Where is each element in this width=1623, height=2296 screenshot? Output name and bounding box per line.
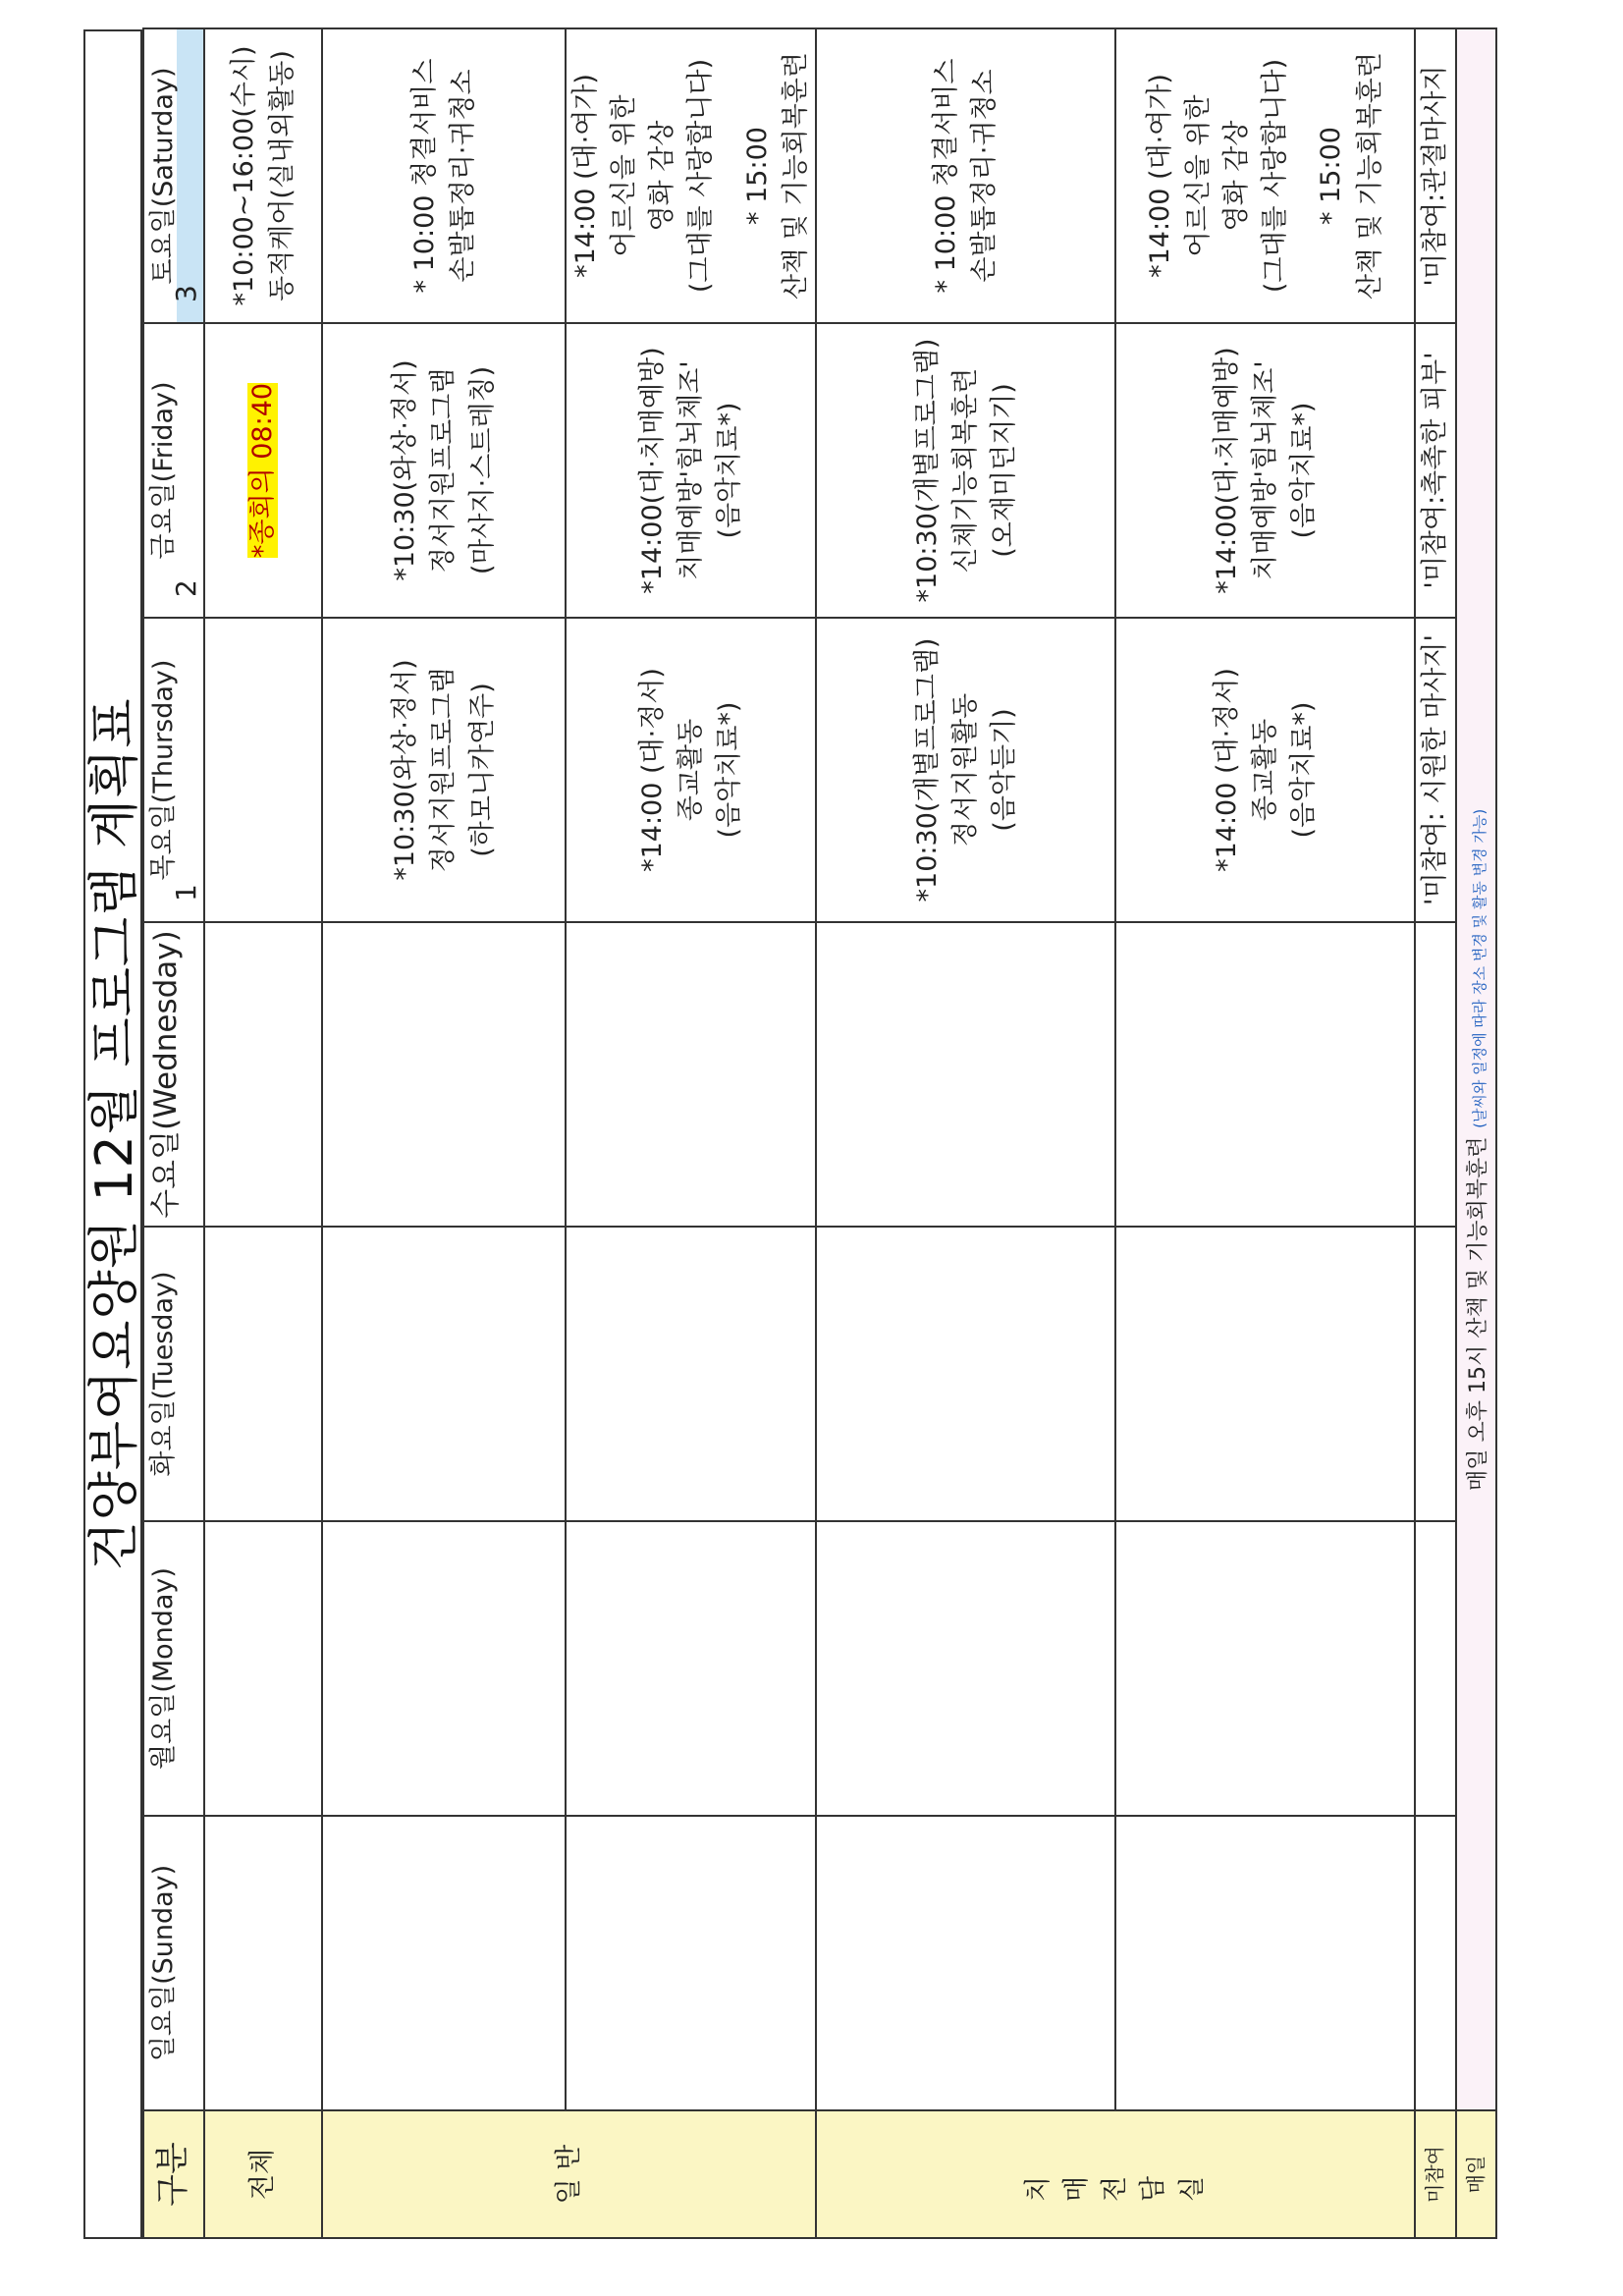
day-label: 월요일(Monday)	[148, 1567, 179, 1770]
row-label-daily: 매일	[1456, 2110, 1496, 2238]
cell-line: 어르신을 위한	[1183, 94, 1215, 257]
cell-line: (음악듣기)	[988, 708, 1019, 832]
cell-line: *14:00 (대·여가)	[570, 74, 601, 278]
cell-thu-general-pm	[566, 618, 816, 922]
day-label: 일요일(Sunday)	[148, 1864, 179, 2062]
cell	[204, 1816, 322, 2110]
spacer	[721, 29, 738, 322]
row-label-general: 일 반	[322, 2110, 816, 2238]
row-general-pm	[566, 28, 816, 2238]
cell-line: *14:00(대·치매예방)	[636, 347, 668, 594]
daily-notice	[1456, 28, 1496, 2110]
cell	[816, 1816, 1115, 2110]
cell	[566, 1521, 816, 1816]
header-thursday	[143, 618, 204, 922]
row-general-am	[322, 28, 566, 2238]
cell-line: (그대를 사랑합니다)	[685, 58, 717, 294]
cell-line: 치매예방'힘뇌체조'	[1249, 360, 1280, 580]
cell-line: 정서지원프로그램	[428, 667, 460, 873]
row-dementia-pm	[1115, 28, 1415, 2238]
cell-sat-general-am	[322, 28, 566, 323]
cell-line: *10:30(와상·정서)	[390, 659, 421, 881]
cell-line: 영화 감상	[1221, 120, 1253, 232]
spacer	[1294, 29, 1312, 322]
cell-line: (마사지·스트레칭)	[466, 365, 498, 575]
cell	[1115, 1227, 1415, 1521]
cell-fri-general-am	[322, 323, 566, 618]
cell-line: * 15:00	[1316, 127, 1347, 225]
day-date: 3	[170, 285, 202, 302]
cell-line: 동적케어(실내외활동)	[267, 50, 298, 301]
cell	[1415, 1521, 1456, 1816]
header-wednesday	[143, 922, 204, 1227]
cell-thu-nonpart: '미참여: 시원한 마사지'	[1415, 618, 1456, 922]
cell-thu-dementia-am	[816, 618, 1115, 922]
cell-line: 산책 및 기능회복훈련	[780, 52, 811, 300]
cell	[204, 1227, 322, 1521]
cell-fri-nonpart: '미참여:촉촉한 피부'	[1415, 323, 1456, 618]
cell-line: * 15:00	[741, 127, 773, 225]
cell	[1415, 1227, 1456, 1521]
cell-sat-general-pm	[566, 28, 816, 323]
cell	[204, 1521, 322, 1816]
cell-sat-dementia-pm	[1115, 28, 1415, 323]
header-saturday	[143, 28, 204, 323]
staff-meeting-note: *종회의 08:40	[247, 382, 279, 559]
day-label: 금요일(Friday)	[148, 381, 179, 560]
cell-line: (음악치료*)	[1287, 701, 1319, 839]
cell	[322, 1227, 566, 1521]
daily-note: (날씨와 일정에 따라 장소 변경 및 활동 변경 가능)	[1470, 808, 1488, 1128]
cell-line: 신체기능회복훈련	[949, 367, 981, 574]
day-date: 1	[170, 884, 202, 902]
day-label: 목요일(Thursday)	[148, 659, 179, 881]
cell-line: 손발톱정리·귀청소	[448, 69, 478, 283]
cell-line: (그대를 사랑합니다)	[1260, 58, 1291, 294]
cell-line: *10:30(개별프로그램)	[911, 637, 943, 902]
daily-text: 매일 오후 15시 산책 및 기능회복훈련	[1465, 1136, 1490, 1491]
schedule-table	[142, 27, 1497, 2239]
cell-line: *10:00~16:00(수시)	[228, 45, 259, 306]
day-label: 수요일(Wednesday)	[148, 930, 184, 1219]
cell	[1115, 1816, 1415, 2110]
cell-line: (음악치료*)	[713, 701, 744, 839]
row-all	[204, 28, 322, 2238]
cell-line: *10:30(와상·정서)	[390, 359, 421, 581]
cell-line: 영화 감상	[647, 120, 678, 232]
cell-line: (음악치료*)	[1287, 402, 1319, 539]
cell	[816, 922, 1115, 1227]
day-date: 2	[170, 579, 202, 597]
cell-sat-all	[204, 28, 322, 323]
cell-line: * 10:00 청결서비스	[931, 58, 962, 294]
page-title: 건양부여요양원 12월 프로그램 계획표	[83, 29, 142, 2239]
cell	[1115, 1521, 1415, 1816]
cell-fri-dementia-am	[816, 323, 1115, 618]
cell-line: 손발톱정리·귀청소	[969, 69, 1001, 283]
cell-thu-general-am	[322, 618, 566, 922]
cell-line: (음악치료*)	[713, 402, 744, 539]
day-label: 토요일(Saturday)	[148, 67, 179, 285]
cell	[204, 618, 322, 922]
cell	[566, 922, 816, 1227]
cell	[566, 1816, 816, 2110]
cell-line: *14:00 (대·정서)	[636, 668, 668, 872]
cell-line: 산책 및 기능회복훈련	[1354, 52, 1385, 300]
cell-thu-dementia-pm	[1115, 618, 1415, 922]
header-tuesday	[143, 1227, 204, 1521]
cell-line: 정서지원프로그램	[428, 367, 460, 574]
cell-line: (하모니카연주)	[466, 683, 498, 857]
cell	[816, 1521, 1115, 1816]
row-daily	[1456, 28, 1496, 2238]
row-label-nonpart: 미참여	[1415, 2110, 1456, 2238]
header-friday	[143, 323, 204, 618]
cell	[1115, 922, 1415, 1227]
cell	[204, 922, 322, 1227]
row-label-dementia: 치 매 전 담 실	[816, 2110, 1415, 2238]
cell-line: 정서지원활동	[949, 692, 981, 847]
cell-line: (오재미던지기)	[988, 383, 1019, 558]
cell-fri-all	[204, 323, 322, 618]
cell-fri-dementia-pm	[1115, 323, 1415, 618]
day-label: 화요일(Tuesday)	[148, 1271, 179, 1477]
cell-sat-nonpart: '미참여:관절마사지	[1415, 28, 1456, 323]
cell-line: *14:00 (대·정서)	[1211, 668, 1242, 872]
cell-line: 치매예방'힘뇌체조'	[675, 360, 706, 580]
cell-line: 종교활동	[1249, 718, 1280, 822]
cell-line: *14:00(대·치매예방)	[1211, 347, 1242, 594]
cell	[566, 1227, 816, 1521]
header-category: 구분	[143, 2110, 204, 2238]
cell-line: 종교활동	[675, 718, 706, 822]
row-dementia-am	[816, 28, 1115, 2238]
row-nonpart	[1415, 28, 1456, 2238]
schedule-sheet	[83, 29, 1527, 2239]
cell	[322, 922, 566, 1227]
row-label-all: 전체	[204, 2110, 322, 2238]
cell-sat-dementia-am	[816, 28, 1115, 323]
header-monday	[143, 1521, 204, 1816]
cell	[1415, 922, 1456, 1227]
header-row	[143, 28, 204, 2238]
cell-line: *14:00 (대·여가)	[1144, 74, 1175, 278]
cell-line: 어르신을 위한	[609, 94, 640, 257]
cell	[322, 1816, 566, 2110]
cell	[1415, 1816, 1456, 2110]
cell-line: *10:30(개별프로그램)	[911, 338, 943, 603]
cell	[322, 1521, 566, 1816]
header-sunday	[143, 1816, 204, 2110]
cell-line: * 10:00 청결서비스	[408, 58, 440, 294]
cell-fri-general-pm	[566, 323, 816, 618]
cell	[816, 1227, 1115, 1521]
